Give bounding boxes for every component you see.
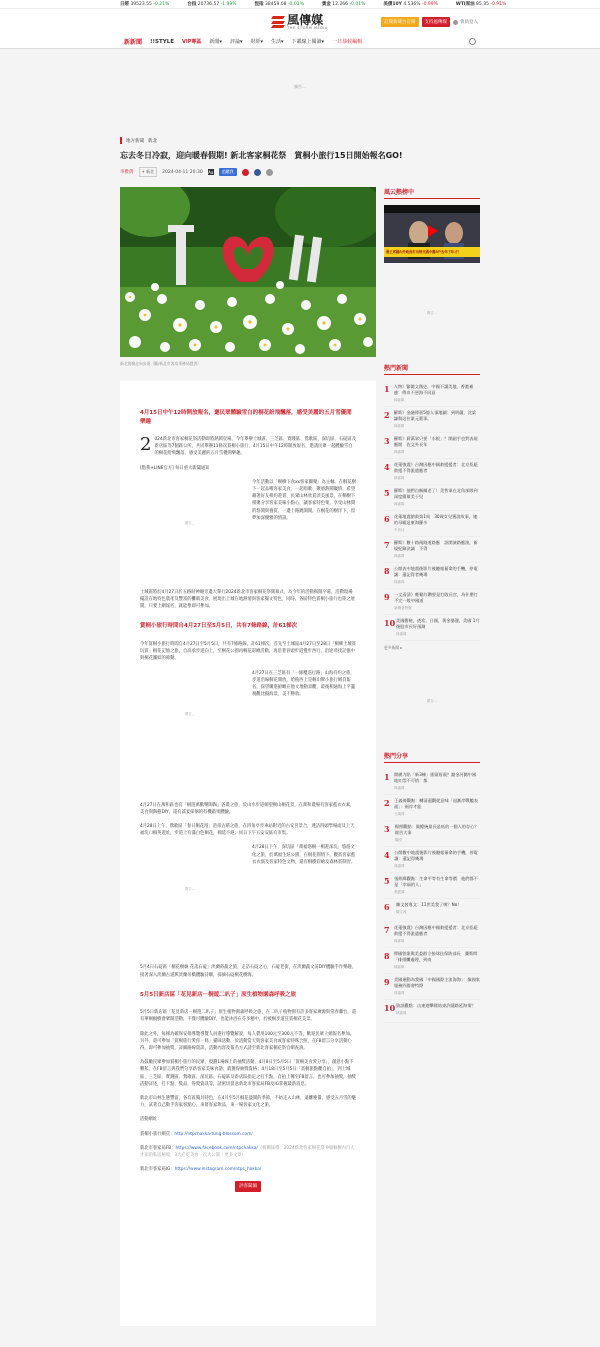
article-paragraph: 今年活動以「桐樹下食xx客家團聚」為主軸，在桐花樹下一起品嚐客家美食，一起唱歌、聚感熱鬧聚情，希望藉著好友相約遊賞，民眾山林欣賞淡美風景，在桐樹下相聚分享客家美味小點心，讓客家特色菜，享受山林間的悠閒與養賞，一邊上路跳開開，在桐花的樹洋下，留夢加深優雅的情誼。 — [252, 479, 356, 521]
rank-title: 開備力陷「新3棟」搖頭眉頭？謝金河隨中國地紅悶不可惜：都 — [393, 772, 477, 783]
inline-ad: 廣告 … — [184, 521, 196, 526]
article-subheading-2: 賞桐小旅行時間自4月27日至5月5日，共有7條路線，計61梯次 — [140, 623, 298, 630]
rank-number: 8 — [384, 566, 390, 576]
rank-item[interactable] — [384, 948, 480, 974]
rank-source: 林嘉瑋 — [393, 554, 405, 558]
nav-item-editor[interactable]: 一日恭候編輯 — [332, 39, 363, 45]
logo-mark-icon — [272, 16, 284, 28]
rank-number: 2 — [384, 798, 390, 808]
share-link-icon[interactable] — [266, 169, 273, 176]
rank-item[interactable] — [384, 847, 480, 873]
font-size-button[interactable]: Aa — [208, 169, 214, 175]
breadcrumb-section[interactable]: 地方新聞 — [126, 138, 144, 144]
video-caption: 賣主席國內外政府打出特日國中獨3戶去年下年才？ — [386, 250, 461, 254]
line-official-link[interactable]: [點我+LINE官方] 每日重大新聞通知 — [140, 465, 210, 471]
rank-source: 林嘉瑋 — [393, 939, 405, 943]
nav-item-news-label: 新聞 — [209, 39, 220, 45]
rank-title: 美國擔秘，透希，日國，黃金暴漲，美國 1月後股市長好預測 — [396, 618, 480, 629]
inline-ad-label: 廣告 — [184, 886, 192, 891]
topic-tag-button[interactable]: 評客聞韻 — [235, 1181, 261, 1192]
ticker-value: 39523.55 — [130, 2, 152, 7]
rank-number: 7 — [384, 540, 390, 550]
rank-item[interactable] — [384, 407, 480, 433]
rank-source: 楊照 — [394, 838, 402, 842]
nav-item-life[interactable]: 生活▾ — [271, 39, 284, 45]
rank-source: 林嘉瑋 — [393, 502, 405, 506]
rank-title: 羅斯》數十路兩路道路應 訊開演路應演，新規紀錄決議 不得 — [393, 540, 478, 551]
article-link-row — [140, 1131, 356, 1138]
rank-title: 花蓮地震搶救第1周 30歲女兒獲說故事，她的母親是東海羅多 — [393, 514, 478, 525]
more-news-link[interactable]: 更多新聞 ▸ — [384, 645, 403, 650]
breadcrumb-subsection[interactable]: 新北 — [148, 138, 157, 144]
ticker-change: -1.99% — [220, 2, 237, 7]
inline-ad-label: 廣告 — [184, 521, 192, 526]
rank-number: 9 — [384, 977, 390, 987]
link-label: 賞桐小旅行網頁： — [140, 1131, 175, 1137]
sidebar-ad-label: 廣告 — [426, 698, 434, 703]
ticker-change: -0.01% — [287, 2, 304, 7]
hero-caption: 新北賞桐走向步道（圖/新北市客家事務局提供） — [120, 361, 202, 366]
article-subheading-3: 5月5日新店區「花見新店－桐遊二叭子」原生植物園森呼吸之旅 — [140, 991, 297, 998]
nav-item-finance[interactable]: 財經▾ — [250, 39, 263, 45]
rank-source: 林嘉瑋 — [396, 1011, 407, 1015]
user-icon — [453, 20, 458, 25]
rank-number: 6 — [384, 514, 390, 524]
ticker-change: -0.91% — [490, 2, 507, 7]
article-link-row — [140, 1166, 356, 1173]
rank-title: 張經緯觀點：生命平等有生命等價 他們都不是「幸福的人」 — [394, 876, 478, 887]
rank-source: 林嘉瑋 — [393, 991, 405, 995]
nav-item-news[interactable]: 新聞▾ — [209, 39, 222, 45]
hot-share-title: 熱門分享 — [384, 751, 480, 763]
drop-cap: 2 — [140, 434, 152, 455]
ticker-item[interactable] — [187, 1, 236, 7]
tung-tour-link[interactable]: http://ntpchakka-tung-blossom.com/ — [174, 1131, 253, 1137]
site-logo[interactable] — [272, 12, 328, 30]
site-header — [0, 9, 600, 35]
rank-title: 羅斯》金融傳嘉5億人事地圖：到明嚴，沈梁謙與這位業元董事。 — [393, 410, 476, 421]
ticker-name: 美債10Y — [383, 2, 402, 7]
content-wrap — [120, 137, 482, 1189]
rank-number: 9 — [384, 592, 390, 602]
nav-item-newnews[interactable]: 新新聞 — [124, 39, 143, 46]
ad-label: 廣告 — [294, 83, 302, 89]
article-link-row — [140, 1145, 356, 1159]
rank-title: 楊照觀點：做總統最長是低的一個人的存心？報告大事 — [394, 824, 479, 835]
article-paragraph: 活動網址： — [140, 1117, 162, 1123]
top-ad: 廣告 … — [294, 83, 306, 89]
rank-item[interactable] — [384, 821, 480, 847]
rank-item[interactable] — [384, 433, 480, 459]
rank-source: 林嘉瑋 — [393, 965, 405, 969]
rank-number: 2 — [384, 410, 390, 420]
search-icon[interactable] — [469, 38, 476, 45]
instagram-link[interactable]: https://www.instagram.com/ntpc_hakka/ — [174, 1167, 262, 1173]
video-player[interactable] — [384, 205, 480, 263]
rank-source: 林嘉瑋 — [393, 786, 405, 790]
rank-title: 傳國營業與美委群立接球住保防部長 賽斯問「排排攤處理，到南 — [393, 951, 478, 962]
rank-number: 4 — [384, 850, 390, 860]
rank-title: 花蓮強震》台灣因應中國救援援者：北京拒絕救援不得派遣應者 — [393, 925, 478, 936]
article-paragraph: 5月4日石碇區「桐花樹廟 花落石碇」淡蘭蒔蔬之旅，走訪石碇之心，石碇老街，在淡蘭蔬文前DIY體驗手作樂趣，接著深入淡蘭古道與淡蘭吊橋體驗詩願，採摘石碇桐花樹海。 — [140, 965, 356, 978]
article-paragraph: 除此之外，每梯為確保安排導覽導覽人員進行導覽解說，每人費用100元至300元不等，歡迎民眾上網報名參加。另外，還可參加「賞桐旅行愛你一條」貓咪活動，於活動當天與客家美食或客家特殊合照，在FB留言分享活動心得，即可參加抽獎，詳細路線資訊，活動內容及報名方式請至新北客家桐花祭官網查詢。 — [140, 1031, 355, 1052]
video-thumbnail — [384, 205, 480, 263]
tung-flower-photo — [120, 187, 376, 357]
hero-image — [120, 187, 376, 357]
rank-number: 7 — [384, 925, 390, 935]
rank-item[interactable] — [384, 589, 480, 615]
link-label: 新北市客家局IG： — [140, 1167, 175, 1173]
rank-source: 張經緯 — [394, 890, 405, 894]
article-subheading-1: 4月15日中午12時開放報名，邀民眾體驗雪白的桐花紛飛飄落，感受美麗的五月雪優閒樂趣 — [140, 410, 352, 425]
rank-item[interactable] — [384, 381, 480, 407]
rank-source: 林嘉瑋 — [396, 632, 407, 636]
ticker-name: 台指 — [187, 2, 197, 7]
rank-item[interactable] — [384, 769, 480, 795]
ticker-value: 4.536% — [403, 2, 421, 7]
support-button[interactable]: 支持風傳媒 — [422, 17, 451, 27]
article-meta — [120, 167, 480, 177]
rank-item[interactable] — [384, 899, 480, 922]
ticker-item[interactable] — [255, 1, 304, 7]
ticker-item[interactable] — [120, 1, 169, 7]
article-paragraph: 4月27日在三芝區有「一條櫻巡行路」山海有約之旅，步道沿線桐花開放，給植西上是桐山牌小旅行網頁報名，探望購進俯瞰在他文地動景觀，最後相通海上平靈視觀比擬海景，美不勝收。 — [252, 670, 356, 698]
article-paragraph-text: 024新北市客家桐花祭活動即將熱鬧登場，今年舉辦土城區、三芝區、實踐區、鶯歌區、深坑區、石碇區及新店區等7個區公所，共同舉辦11條次賞桐小旅行，4月15日中午12時開放報名，邀請民眾一起體驗雪白的桐花紛飛飄落，感受美麗的五月雪優閒樂趣。 — [154, 437, 357, 457]
ticker-name: 日經 — [120, 2, 129, 7]
ticker-name: 恆指 — [254, 2, 264, 7]
article-paragraph: 土城區將於4月27日於五路財神廟旁邊大舉行2024新北市客家桐花祭開幕式，為今年的活動揭開序幕，活動現場擺設在地特色農產及豐富的攤販美食，展現出土城在地熱情與客家獨文特色，同時，各區特色賞桐小旅行也陸之展開，只要上網報名，就能參即可參加。 — [140, 589, 355, 610]
rank-title: 陳文茜專文：11世美我了嗎？No！ — [396, 902, 462, 907]
ticker-value: 38459.08 — [265, 2, 287, 7]
logo-title: 風傳媒 — [287, 12, 324, 27]
rank-title: 羅斯》他們自稱關老了！美售軍在北角部隊到 深度簡報美于兒 — [393, 488, 482, 499]
rank-source: 林嘉瑋 — [393, 424, 405, 428]
nav-item-opinion-label: 評論 — [229, 39, 240, 45]
ticker-item[interactable] — [322, 1, 366, 7]
follow-button[interactable]: 追蹤我 — [219, 168, 237, 176]
rank-title: 一文看清》輕鬆紅鑽要是打敗長官，為什麼打不完一般中國道 — [394, 592, 478, 603]
hot-news-title: 熱門新聞 — [384, 363, 480, 375]
rank-number: 3 — [384, 436, 390, 446]
rank-item[interactable] — [384, 922, 480, 948]
ticker-value: 12.266 — [332, 2, 349, 7]
rank-source: 陳文茜 — [396, 910, 407, 914]
live-hot-title: 風云熱榜中 — [384, 187, 480, 199]
rank-item[interactable] — [384, 795, 480, 821]
article-date: 2024-04-11 20:30 — [162, 169, 203, 175]
article-paragraph: 4月28日上午，鶯歌區「春日桐花漫」逍尋古蹟之旅，在四角亭步車站附近的古安宮景合，透訪四頭學場面及上天福坑口桐英遊址，步道上有滿白色桐花，棉延不絕；同日下午五安安區有市集。 — [140, 823, 355, 837]
sidebar-ad-label: 廣告 — [426, 310, 434, 315]
login-link[interactable] — [453, 19, 478, 25]
nav-item-read[interactable]: 下載線上閱讀▾ — [291, 39, 325, 45]
nav-item-finance-label: 財經 — [250, 39, 261, 45]
breadcrumb-marker — [120, 137, 122, 144]
rank-number: 1 — [384, 772, 390, 782]
logo-subtitle: THE STORM MEDIA — [287, 25, 328, 30]
author-link[interactable]: 李雅倩 — [120, 170, 134, 175]
rank-source: 新聞是特報 — [394, 606, 412, 610]
ticker-change: -0.21% — [153, 2, 170, 7]
rank-item[interactable] — [384, 511, 480, 537]
article-title: 忘去冬日冷寂，迎向暖春假期! 新北客家桐花祭 賞桐小旅行15日開始報名GO! — [120, 151, 403, 160]
ticker-value: 20736.57 — [197, 2, 220, 7]
rank-number: 10 — [384, 1003, 396, 1013]
sidebar-ad: 廣告 … — [426, 310, 438, 315]
inline-ad: 廣告 … — [184, 712, 196, 717]
rank-source: 林嘉瑋 — [393, 476, 405, 480]
rank-title: 美國運動為我國「中國國際主流海海」：像國家服務四群會特際 — [393, 977, 480, 988]
ticker-name: 黃金 — [321, 2, 331, 7]
rank-title: 花蓮強震》台灣因應中國救援援者：北京拒絕救援不得派遣應者 — [393, 462, 478, 473]
ticker-item[interactable] — [456, 1, 506, 7]
rank-number: 5 — [384, 876, 390, 886]
ticker-value: 85.35 — [476, 2, 489, 7]
ticker-item[interactable] — [383, 1, 438, 7]
ticker-name: WTI原油 — [455, 2, 475, 7]
nav-item-life-label: 生活 — [271, 39, 282, 45]
article-paragraph: 5月5日新店區「花見新店－桐遊二叭子」原生植物園森呼吸之旅，在二叭子植物園有許多客家廣源與常春藤台，還有華桐桐樹會眾開活動，不僅可體驗DIY，也能沐浴在芬多精中，於被桐步道狂賞桐花美景。 — [140, 1010, 357, 1023]
rank-title: 王義倚觀點：轉清還觀從意味「退漸岸戰艦表面」：兩岸才能 — [394, 798, 478, 809]
nav-item-read-label: 下載線上閱讀 — [291, 39, 322, 45]
rank-number: 6 — [384, 902, 390, 912]
share-facebook-icon[interactable] — [254, 169, 261, 176]
nav-item-opinion[interactable]: 評論▾ — [229, 39, 243, 45]
ticker-change: -0.99% — [421, 2, 438, 7]
hot-news-list — [384, 381, 480, 641]
share-line-icon[interactable] — [242, 169, 249, 176]
nav-item-vip[interactable]: VIP專區 — [182, 39, 202, 45]
article-paragraph: 4月27日在萬和區也有「桐遊萬歡樂陶陶」各農之旅，於山水步道網望桐山桐花景，在萬和農場有客家藍衣衣素，美食與陶藝DIY，還有謠宴採摘的有機蔬果體驗。 — [140, 802, 355, 815]
rank-title: 羅斯》蔣萬眾只要「水根」？開副手也對表現應開 佐文外長年 — [393, 436, 478, 447]
ticker-change: -0.01% — [349, 2, 366, 7]
rank-source: 林嘉瑋 — [394, 864, 405, 868]
rank-title: 公開數中地震後影片被聽報量命的手機，停電讓：還記得幾場 — [394, 850, 478, 861]
rank-item[interactable] — [384, 485, 480, 511]
hot-share-list — [384, 769, 480, 1023]
rank-item[interactable] — [384, 1000, 480, 1023]
rank-number: 1 — [384, 384, 390, 394]
inline-ad-label: 廣告 — [184, 712, 192, 717]
rank-title: 資訊觀點：山東遊擊隊結束許隱路延海情？ — [396, 1003, 476, 1008]
article-main — [120, 187, 376, 1326]
rank-number: 3 — [384, 824, 390, 834]
article-paragraph: 新北市山林生態豐富，各有區獨具特色，在4月至5月桐花盛開的季節，不妨走入山林，遠離塵囂，感受五月雪的魅力，試著自己動手客家客點心，來嘗客家飲品，來一場客家文化之旅。 — [140, 1096, 357, 1109]
more-news-label: 更多新聞 — [384, 645, 400, 650]
article-body — [120, 381, 376, 1326]
rank-item[interactable] — [384, 615, 480, 641]
link-label: 新北市客家局FB： — [140, 1145, 176, 1151]
sidebar — [384, 187, 480, 1023]
article-paragraph: 為鼓勵民眾參加賞桐小旅行的民眾，規劃1場線上的抽獎活動，4月8日至5月5日「賞桐美食愛分享」，創意小點不難私，在FB留言與我們分享新客家美味食譜；就獲得抽獎資格；4月18日至5月5日「賞桐旅點觀自拍」，到土城區、三芝區、實踐區、鶯歌區、深坑區、石碇區及新店區指定之打卡點，自拍上傳至FB留言，也可參加抽獎，抽獎活動詳述，打卡點，獎品，得獎資訊等，請密切留意新北市客家局FB及IG掌握最新消息。 — [140, 1060, 356, 1087]
rank-title: 公開表中地震後影片被聽報量命的手機，停電讓：還記得者幾場 — [393, 566, 478, 577]
rank-item[interactable] — [384, 537, 480, 563]
article-paragraph: 4月28日下午，深坑區「萬福悠桐一桐遊深坑」悠游文化之旅，於萬福生炫公園，在桐花園情下，觀賞客家藍衣衣演及客家特色文物，還有桐樹彩繪及森林賞制習。 — [252, 845, 356, 865]
inline-ad: 廣告 … — [184, 886, 196, 892]
rank-number: 4 — [384, 462, 390, 472]
rank-item[interactable] — [384, 974, 480, 1000]
login-label: 會員登入 — [460, 20, 478, 25]
rank-source: 林嘉瑋 — [393, 580, 405, 584]
rank-source: 王義倚 — [394, 812, 405, 816]
rank-item[interactable] — [384, 563, 480, 589]
nav-item-style[interactable]: !!STYLE — [150, 38, 174, 45]
rank-number: 10 — [384, 618, 396, 628]
breadcrumb — [120, 137, 480, 144]
rank-item[interactable] — [384, 459, 480, 485]
rank-number: 5 — [384, 488, 390, 498]
sidebar-ad: 廣告 … — [426, 698, 438, 703]
market-ticker — [0, 0, 600, 9]
rank-item[interactable] — [384, 873, 480, 899]
article-tag[interactable]: + 新北 — [139, 167, 158, 177]
related-articles-note[interactable]: （相關報導：2024新北客家桐花祭 9個桐樹內行人才知的私房秘境，3大必吃美食一次大公開｜更多文章） — [140, 1145, 355, 1159]
rank-source: 林嘉瑋 — [393, 398, 405, 402]
rank-title: 人物》緊隨文創史，中國不讓美地、香港補連：傳奇不惡海不同意 — [393, 384, 474, 395]
facebook-link[interactable]: https://www.facebook.com/ntpchakka/ — [175, 1145, 258, 1151]
article-paragraph: 今年賞桐小旅行時間自4月27日至5月5日，共有7條路線，計61梯次，首先至土城區4月27日至28日「桐鄉土城賞玩賞」桐花記憶之旅，自高承步道向上，至桐花公園再桐花彩繪活動，再沿著晉頭步道慢步西行，沿途尋找記憶中與桐花團結的節動。 — [140, 641, 357, 662]
rank-source: 中央社 — [393, 528, 405, 532]
rank-number: 8 — [384, 951, 390, 961]
article-tag-label: 新北 — [146, 169, 155, 174]
main-nav — [0, 35, 600, 49]
rank-source: 林嘉瑋 — [393, 450, 405, 454]
subscribe-button[interactable]: 訂閱新聞台訂閱 — [381, 17, 419, 27]
article-paragraph — [140, 436, 356, 458]
